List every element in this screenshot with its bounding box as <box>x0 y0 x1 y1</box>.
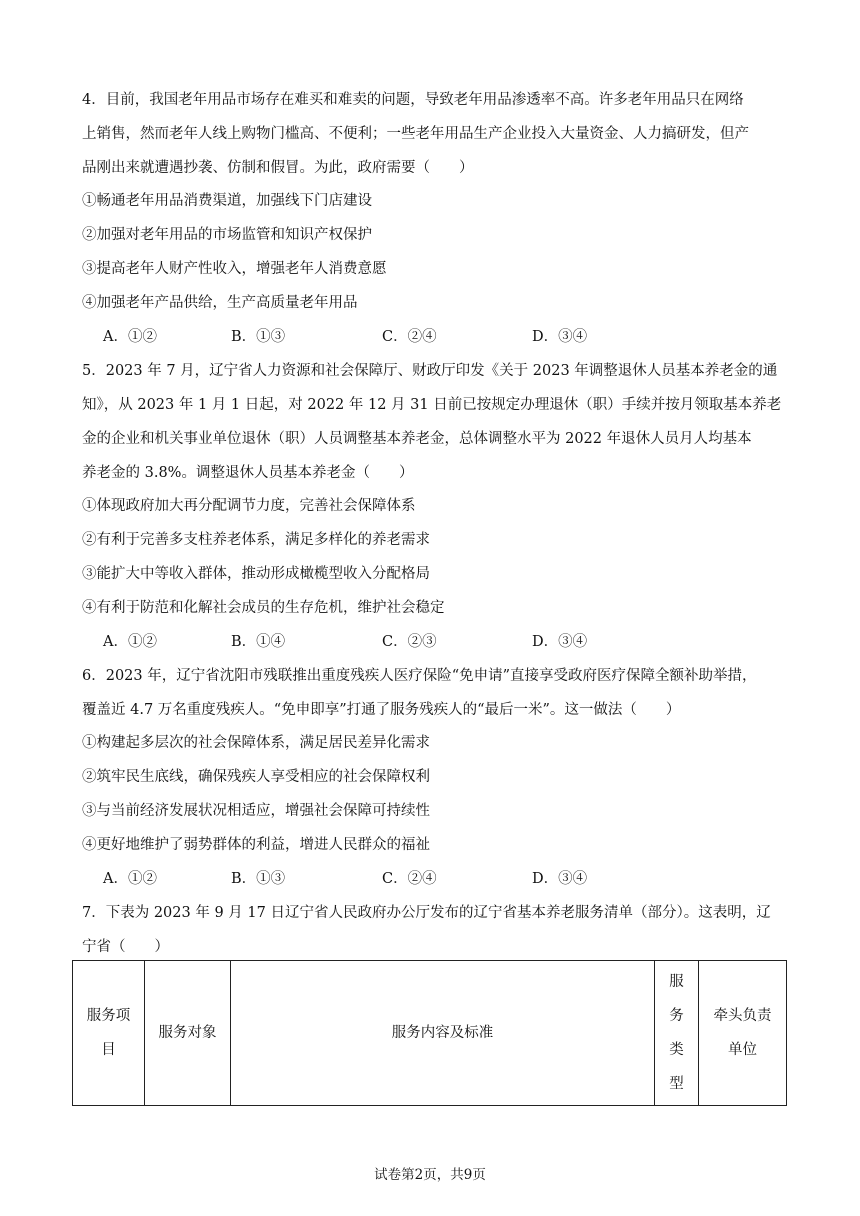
question-5-item: ③能扩大中等收入群体，推动形成橄榄型收入分配格局 <box>82 566 430 582</box>
table-header-row <box>73 961 787 1106</box>
question-5-stem-line: 知》，从 2023 年 1 月 1 日起，对 2022 年 12 月 31 日前已按规定办理退休（职）手续并按月领取基本养老 <box>82 397 782 413</box>
question-6-item: ④更好地维护了弱势群体的利益，增进人民群众的福祉 <box>82 837 430 853</box>
table-header-cell: 牵头负责单位 <box>699 961 787 1106</box>
option-c[interactable]: C．②④ <box>382 329 437 345</box>
question-4-stem-line: 4．目前，我国老年用品市场存在难买和难卖的问题，导致老年用品渗透率不高。许多老年用品只在网络 <box>82 92 744 108</box>
option-d[interactable]: D．③④ <box>532 329 588 345</box>
question-5-item: ②有利于完善多支柱养老体系，满足多样化的养老需求 <box>82 532 430 548</box>
question-5-item: ④有利于防范和化解社会成员的生存危机，维护社会稳定 <box>82 600 445 616</box>
option-a[interactable]: A．①② <box>103 634 157 650</box>
question-7-stem-line: 7．下表为 2023 年 9 月 17 日辽宁省人民政府办公厅发布的辽宁省基本养老服务清单（部分）。这表明，辽 <box>82 905 771 921</box>
page-footer: 试卷第2页，共9页 <box>374 1167 486 1183</box>
question-5-stem-line: 金的企业和机关事业单位退休（职）人员调整基本养老金，总体调整水平为 2022 年退休人员月人均基本 <box>82 431 752 447</box>
question-5-stem-line: 5．2023 年 7 月，辽宁省人力资源和社会保障厅、财政厅印发《关于 2023 年调整退休人员基本养老金的通 <box>82 363 778 379</box>
question-4-item: ①畅通老年用品消费渠道，加强线下门店建设 <box>82 193 372 209</box>
service-list-table <box>72 960 787 1106</box>
table-header-cell: 服务内容及标准 <box>231 961 655 1106</box>
option-c[interactable]: C．②③ <box>382 634 437 650</box>
question-5-item: ①体现政府加大再分配调节力度，完善社会保障体系 <box>82 498 416 514</box>
question-4-item: ③提高老年人财产性收入，增强老年人消费意愿 <box>82 261 387 277</box>
option-a[interactable]: A．①② <box>103 871 157 887</box>
question-4-stem-line: 上销售，然而老年人线上购物门槛高、不便利；一些老年用品生产企业投入大量资金、人力搞研发，但产 <box>82 126 749 142</box>
table-header-cell: 服务项目 <box>73 961 145 1106</box>
question-6-stem-line: 6．2023 年，辽宁省沈阳市残联推出重度残疾人医疗保险“免申请”直接享受政府医疗保障全额补助举措， <box>82 668 757 684</box>
question-4-stem-line: 品刚出来就遭遇抄袭、仿制和假冒。为此，政府需要（ ） <box>82 160 474 176</box>
option-d[interactable]: D．③④ <box>532 871 588 887</box>
table-header-cell: 服务对象 <box>145 961 231 1106</box>
question-7-stem-line: 宁省（ ） <box>82 939 169 955</box>
question-4-item: ②加强对老年用品的市场监管和知识产权保护 <box>82 227 372 243</box>
option-c[interactable]: C．②④ <box>382 871 437 887</box>
option-a[interactable]: A．①② <box>103 329 157 345</box>
question-6-stem-line: 覆盖近 4.7 万名重度残疾人。“免申即享”打通了服务残疾人的“最后一米”。这一做法（ ） <box>82 702 681 718</box>
table-header-cell: 服务类型 <box>655 961 699 1106</box>
question-6-item: ②筑牢民生底线，确保残疾人享受相应的社会保障权利 <box>82 769 430 785</box>
question-6-item: ①构建起多层次的社会保障体系，满足居民差异化需求 <box>82 735 430 751</box>
question-5-stem-line: 养老金的 3.8%。调整退休人员基本养老金（ ） <box>82 465 414 481</box>
question-6-item: ③与当前经济发展状况相适应，增强社会保障可持续性 <box>82 803 430 819</box>
option-b[interactable]: B．①③ <box>231 329 286 345</box>
option-b[interactable]: B．①③ <box>231 871 286 887</box>
question-4-item: ④加强老年产品供给，生产高质量老年用品 <box>82 295 358 311</box>
option-b[interactable]: B．①④ <box>231 634 286 650</box>
option-d[interactable]: D．③④ <box>532 634 588 650</box>
